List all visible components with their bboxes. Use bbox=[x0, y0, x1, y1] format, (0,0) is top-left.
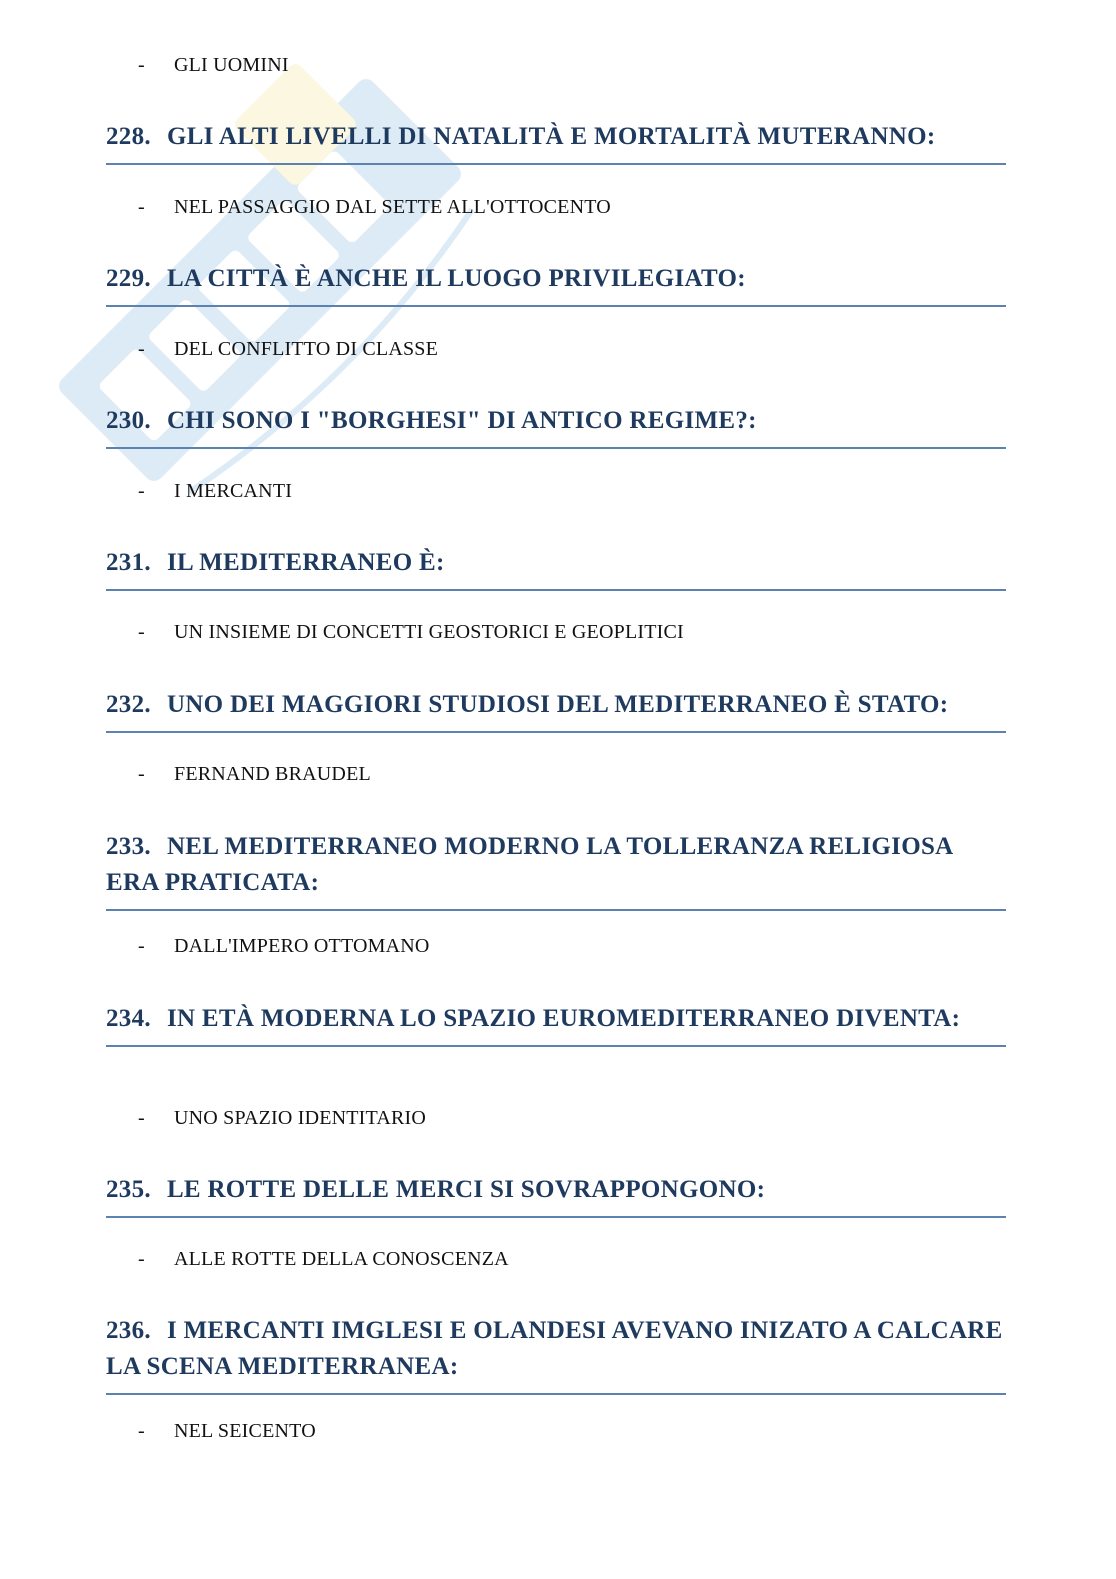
question-text: NEL MEDITERRANEO MODERNO LA TOLLERANZA RELIGIOSA ERA PRATICATA: bbox=[106, 833, 953, 896]
question-heading bbox=[106, 119, 1006, 165]
answer-text: DALL'IMPERO OTTOMANO bbox=[174, 935, 430, 957]
answer-item bbox=[138, 1420, 316, 1443]
answer-item bbox=[138, 621, 684, 644]
question-text: LE ROTTE DELLE MERCI SI SOVRAPPONGONO: bbox=[166, 1176, 766, 1203]
question-text: I MERCANTI IMGLESI E OLANDESI AVEVANO INIZATO A CALCARE LA SCENA MEDITERRANEA: bbox=[106, 1317, 1003, 1380]
question-heading bbox=[106, 545, 1006, 591]
answer-text: NEL PASSAGGIO DAL SETTE ALL'OTTOCENTO bbox=[174, 196, 611, 218]
dash-bullet: - bbox=[138, 480, 145, 502]
dash-bullet: - bbox=[138, 621, 145, 643]
answer-item bbox=[138, 338, 438, 361]
question-text: GLI ALTI LIVELLI DI NATALITÀ E MORTALITÀ MUTERANNO: bbox=[166, 123, 936, 150]
question-number: 235. bbox=[106, 1176, 151, 1203]
answer-item bbox=[138, 480, 292, 503]
question-text: LA CITTÀ È ANCHE IL LUOGO PRIVILEGIATO: bbox=[166, 265, 746, 292]
answer-text: FERNAND BRAUDEL bbox=[174, 763, 371, 785]
question-text: IN ETÀ MODERNA LO SPAZIO EUROMEDITERRANEO DIVENTA: bbox=[166, 1005, 961, 1032]
question-heading bbox=[106, 1172, 1006, 1218]
question-heading bbox=[106, 687, 1006, 733]
dash-bullet: - bbox=[138, 1107, 145, 1129]
question-number: 230. bbox=[106, 407, 151, 434]
answer-text: DEL CONFLITTO DI CLASSE bbox=[174, 338, 439, 360]
answer-item bbox=[138, 763, 371, 786]
question-number: 233. bbox=[106, 833, 151, 860]
question-number: 234. bbox=[106, 1005, 151, 1032]
dash-bullet: - bbox=[138, 1248, 145, 1270]
question-number: 231. bbox=[106, 549, 151, 576]
answer-item bbox=[138, 196, 611, 219]
answer-text: UNO SPAZIO IDENTITARIO bbox=[174, 1107, 427, 1129]
answer-text: UN INSIEME DI CONCETTI GEOSTORICI E GEOPLITICI bbox=[174, 621, 684, 643]
question-text: IL MEDITERRANEO È: bbox=[166, 549, 445, 576]
question-heading bbox=[106, 403, 1006, 449]
question-number: 228. bbox=[106, 123, 151, 150]
dash-bullet: - bbox=[138, 763, 145, 785]
question-heading bbox=[106, 1001, 1006, 1047]
dash-bullet: - bbox=[138, 196, 145, 218]
question-number: 232. bbox=[106, 691, 151, 718]
question-heading bbox=[106, 261, 1006, 307]
answer-text: GLI UOMINI bbox=[174, 54, 289, 76]
question-text: CHI SONO I "BORGHESI" DI ANTICO REGIME?: bbox=[166, 407, 757, 434]
answer-item bbox=[138, 1248, 509, 1271]
dash-bullet: - bbox=[138, 1420, 145, 1442]
question-heading bbox=[106, 829, 1006, 911]
question-number: 229. bbox=[106, 265, 151, 292]
answer-item bbox=[138, 54, 289, 77]
question-number: 236. bbox=[106, 1317, 151, 1344]
answer-text: NEL SEICENTO bbox=[174, 1420, 316, 1442]
dash-bullet: - bbox=[138, 54, 145, 76]
answer-text: ALLE ROTTE DELLA CONOSCENZA bbox=[174, 1248, 509, 1270]
question-text: UNO DEI MAGGIORI STUDIOSI DEL MEDITERRANEO È STATO: bbox=[166, 691, 949, 718]
dash-bullet: - bbox=[138, 338, 145, 360]
question-heading bbox=[106, 1313, 1006, 1395]
answer-item bbox=[138, 1107, 426, 1130]
answer-item bbox=[138, 935, 430, 958]
answer-text: I MERCANTI bbox=[174, 480, 293, 502]
dash-bullet: - bbox=[138, 935, 145, 957]
